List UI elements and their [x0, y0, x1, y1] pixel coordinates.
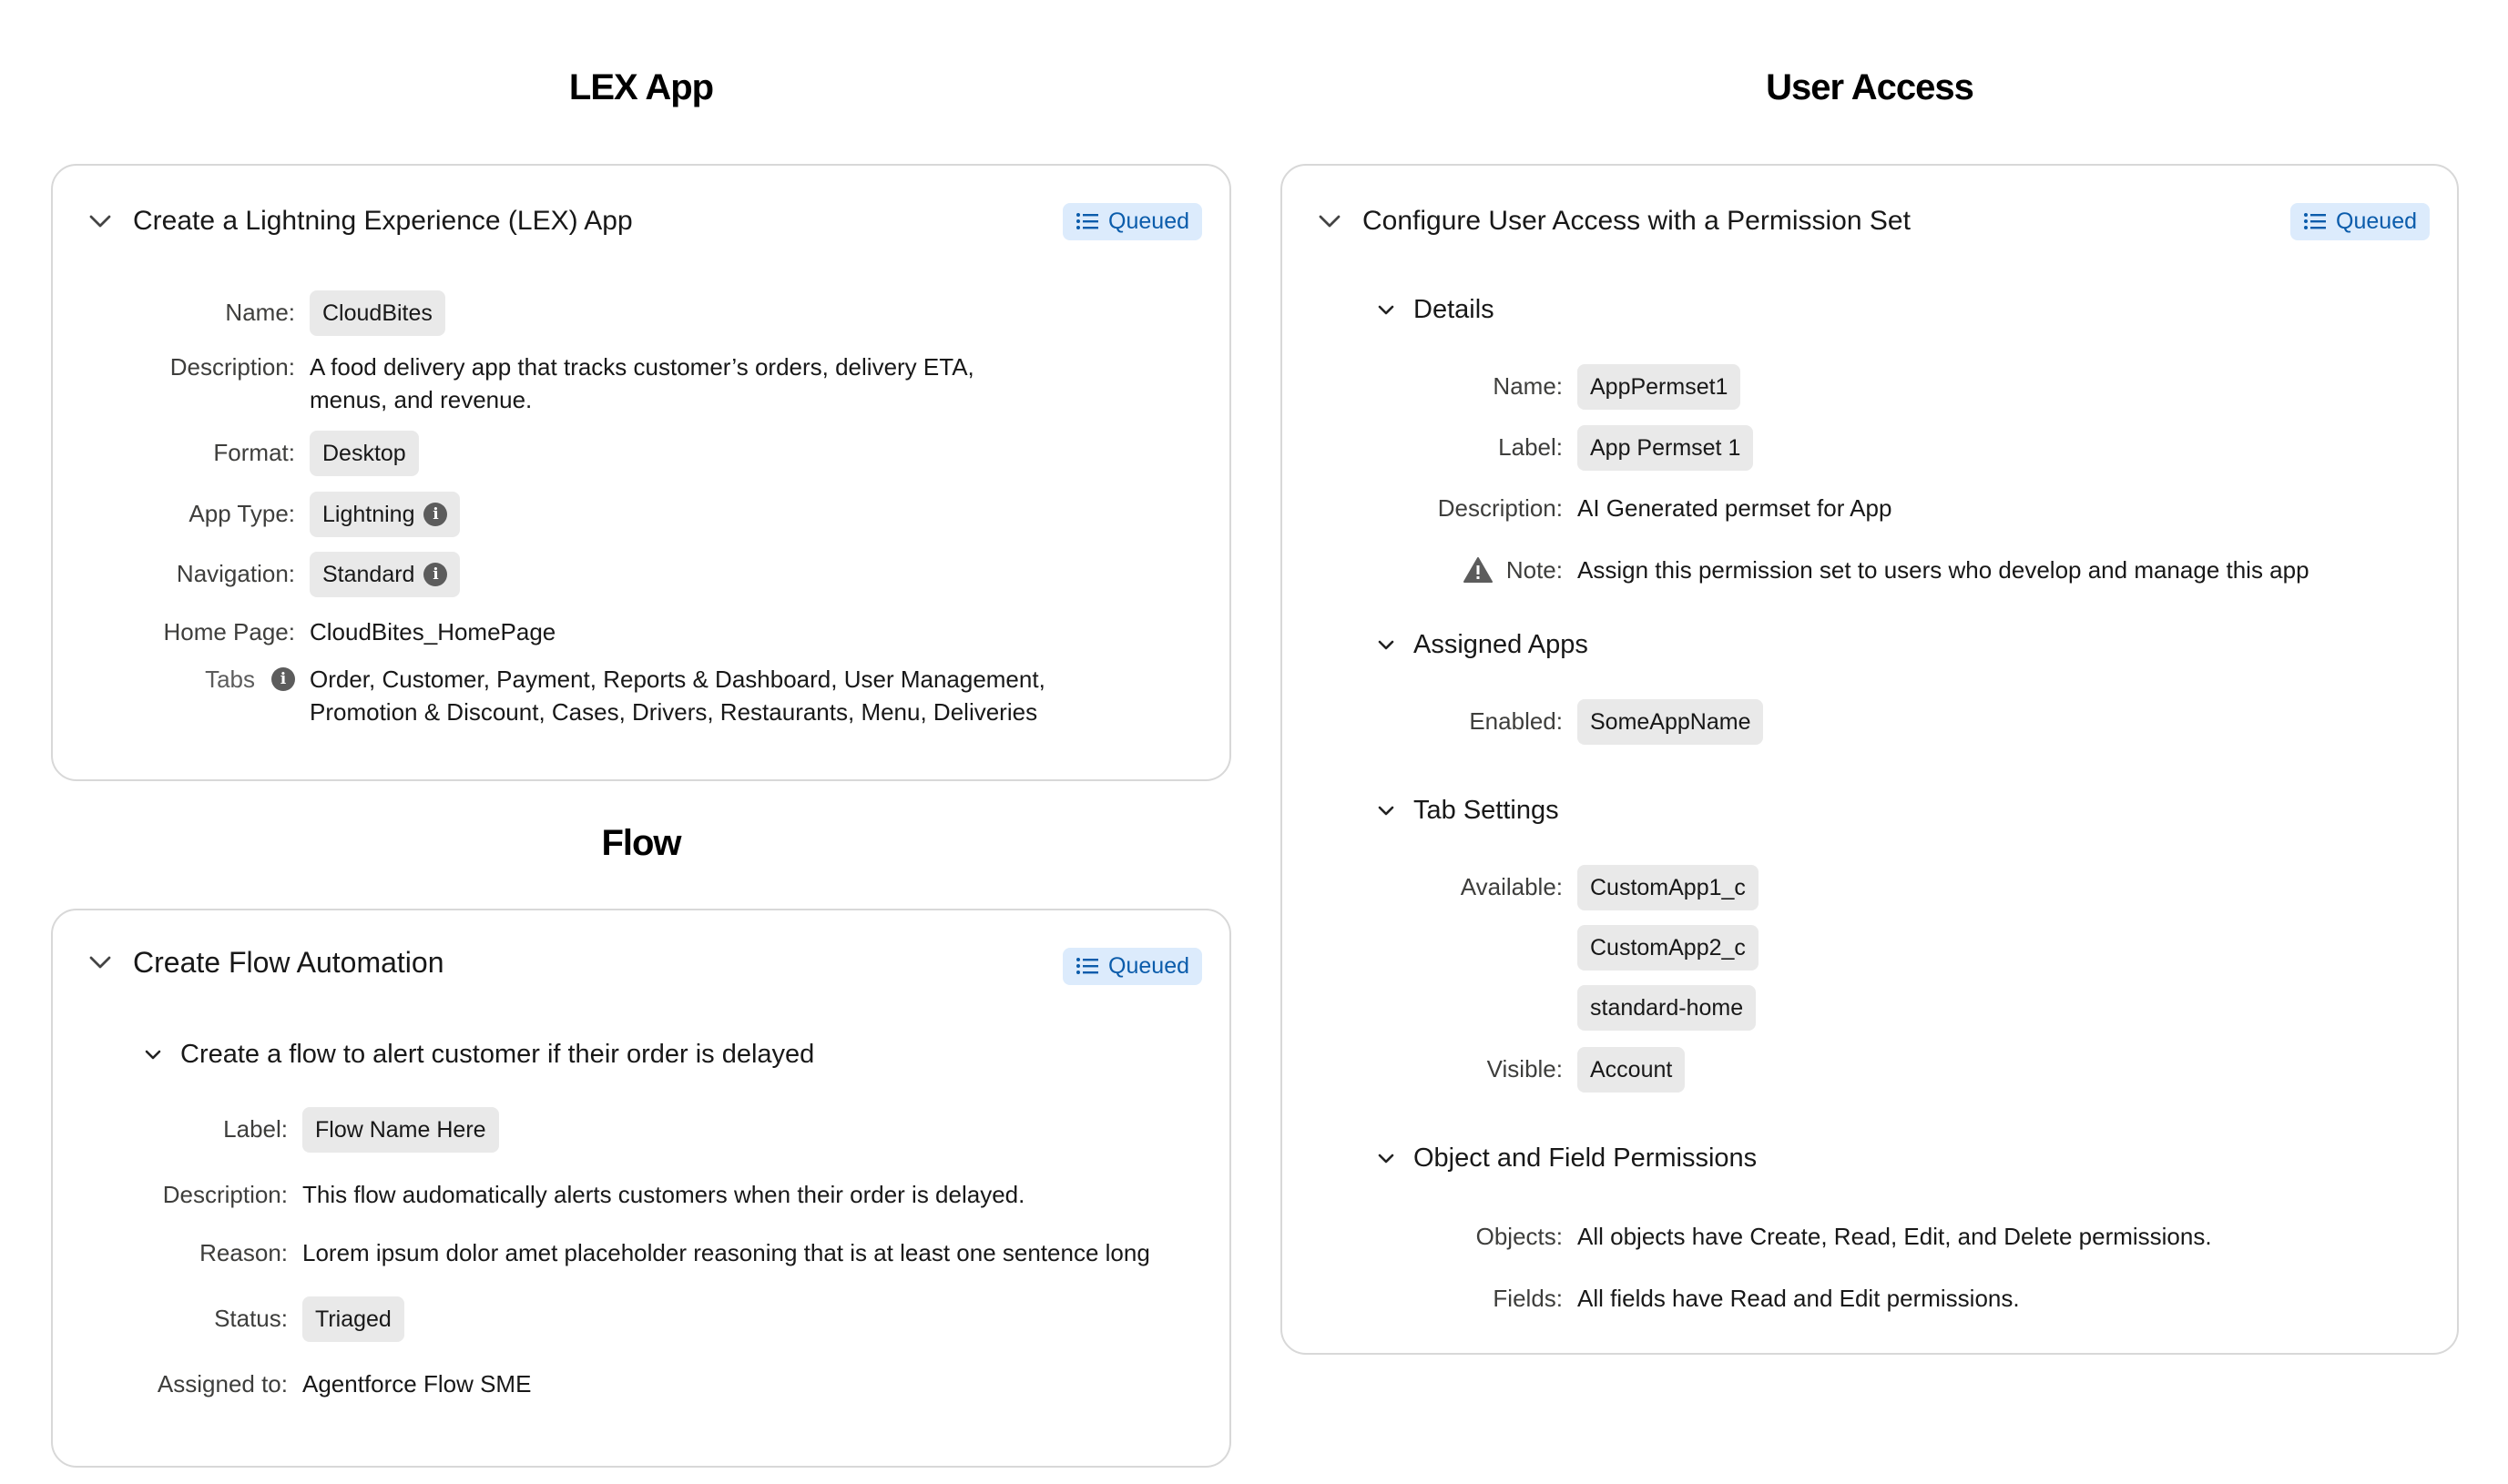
field-label: Label: [1498, 433, 1563, 461]
permset-name-row [1282, 364, 1740, 410]
lex-format-row [53, 431, 419, 476]
flow-status-row [53, 1296, 404, 1342]
field-label: Navigation: [176, 560, 295, 587]
flow-description-value: This flow audomatically alerts customers when their order is delayed. [302, 1181, 1025, 1208]
field-label: Tabs i [53, 663, 310, 696]
assigned-apps-subsection-header [1366, 625, 1588, 665]
list-icon [1076, 956, 1099, 976]
flow-status-value: Triaged [302, 1296, 404, 1342]
flow-reason-value: Lorem ipsum dolor amet placeholder reasoning that is at least one sentence long [302, 1239, 1150, 1266]
access-section-title: User Access [1766, 67, 1973, 107]
flow-subsection-title: Create a flow to alert customer if their order is delayed [180, 1039, 815, 1069]
lex-description-value: A food delivery app that tracks customer’s orders, delivery ETA, menus, and revenue. [310, 353, 974, 413]
flow-subsection-header [133, 1034, 814, 1074]
field-label: Enabled: [1469, 707, 1563, 735]
tab-settings-subsection-header [1366, 790, 1559, 830]
field-label: Visible: [1486, 1055, 1563, 1083]
details-subsection-header [1366, 290, 1494, 330]
field-label: Assigned to: [157, 1370, 288, 1398]
permset-label-row [1282, 425, 1753, 471]
chevron-down-icon[interactable] [1366, 1138, 1406, 1178]
status-badge[interactable] [1063, 948, 1202, 985]
field-label: Format: [213, 439, 295, 466]
permset-note-value: Assign this permission set to users who develop and manage this app [1577, 556, 2309, 584]
status-badge-label: Queued [1108, 952, 1189, 979]
field-label: Reason: [199, 1239, 288, 1266]
field-label: Home Page: [163, 618, 295, 645]
enabled-app-value: SomeAppName [1577, 699, 1763, 745]
objects-row [1282, 1220, 2212, 1253]
flow-description-row [53, 1178, 1025, 1211]
access-card-title: Configure User Access with a Permission Set [1362, 206, 1911, 236]
access-card-header [1310, 198, 2430, 244]
warning-icon [1463, 556, 1494, 584]
lex-home-page-row [53, 615, 556, 648]
field-label: Name: [1493, 372, 1563, 400]
field-label: Description: [1437, 494, 1563, 522]
status-badge[interactable] [1063, 203, 1202, 240]
details-title: Details [1413, 294, 1494, 324]
flow-label-row [53, 1107, 499, 1153]
visible-tab-value: Account [1577, 1047, 1685, 1093]
lex-home-page-value: CloudBites_HomePage [310, 618, 556, 645]
info-icon[interactable]: i [423, 503, 447, 526]
info-icon[interactable]: i [271, 667, 295, 691]
chevron-down-icon[interactable] [80, 201, 120, 241]
permset-name-value: AppPermset1 [1577, 364, 1740, 410]
flow-assigned-row [53, 1367, 531, 1400]
flow-section-title: Flow [601, 823, 681, 863]
flow-card-header [80, 940, 1202, 985]
user-access-card [1280, 164, 2459, 1355]
field-label: Description: [169, 353, 295, 381]
lex-tabs-row [53, 663, 1045, 728]
permset-description-value: AI Generated permset for App [1577, 494, 1892, 522]
permset-note-row [1282, 554, 2309, 586]
field-label: Note: [1282, 554, 1577, 586]
available-tab-item: CustomApp2_c [1577, 925, 1759, 971]
flow-card-title: Create Flow Automation [133, 945, 444, 979]
available-tab-item: standard-home [1577, 985, 1756, 1031]
flow-card [51, 909, 1231, 1468]
lex-navigation-value: Standard i [310, 552, 460, 597]
field-label: Label: [223, 1115, 288, 1143]
assigned-apps-title: Assigned Apps [1413, 629, 1588, 659]
chevron-down-icon[interactable] [80, 942, 120, 982]
fields-row [1282, 1282, 2020, 1315]
available-tabs-list [1577, 865, 1759, 1031]
chevron-down-icon[interactable] [1310, 201, 1350, 241]
status-badge-label: Queued [2336, 208, 2417, 234]
field-label: Available: [1460, 873, 1563, 900]
lex-app-type-value: Lightning i [310, 492, 460, 537]
fields-permissions-value: All fields have Read and Edit permissions. [1577, 1285, 2020, 1312]
chevron-down-icon[interactable] [1366, 790, 1406, 830]
lex-tabs-value: Order, Customer, Payment, Reports & Dashboard, User Management, Promotion & Discount, Cases, Drivers, Restaurants, Menu, Deliveries [310, 666, 1045, 726]
field-label: Name: [225, 299, 295, 326]
lex-card-title: Create a Lightning Experience (LEX) App [133, 206, 633, 236]
permset-description-row [1282, 492, 1891, 524]
field-label: Fields: [1493, 1285, 1563, 1312]
tab-settings-title: Tab Settings [1413, 795, 1559, 825]
lex-section-title: LEX App [568, 67, 714, 107]
object-field-permissions-title: Object and Field Permissions [1413, 1143, 1758, 1173]
list-icon [2303, 211, 2327, 231]
enabled-row [1282, 699, 1763, 745]
object-field-permissions-subsection-header [1366, 1138, 1757, 1178]
flow-reason-row [53, 1236, 1204, 1269]
lex-app-type-row [53, 492, 460, 537]
available-tab-item: CustomApp1_c [1577, 865, 1759, 910]
lex-app-card [51, 164, 1231, 781]
available-row [1282, 865, 1759, 1031]
field-label: Objects: [1475, 1223, 1563, 1250]
chevron-down-icon[interactable] [133, 1034, 173, 1074]
flow-assigned-value: Agentforce Flow SME [302, 1370, 532, 1398]
chevron-down-icon[interactable] [1366, 290, 1406, 330]
lex-description-row [53, 351, 974, 416]
status-badge[interactable] [2290, 203, 2430, 240]
lex-navigation-row [53, 552, 460, 597]
list-icon [1076, 211, 1099, 231]
field-label: App Type: [189, 500, 295, 527]
flow-label-value: Flow Name Here [302, 1107, 499, 1153]
status-badge-label: Queued [1108, 208, 1189, 234]
field-label: Description: [162, 1181, 288, 1208]
lex-name-value: CloudBites [310, 290, 445, 336]
chevron-down-icon[interactable] [1366, 625, 1406, 665]
lex-card-header [80, 198, 1202, 244]
permset-label-value: App Permset 1 [1577, 425, 1753, 471]
field-label: Status: [214, 1305, 288, 1332]
visible-row [1282, 1047, 1685, 1093]
info-icon[interactable]: i [423, 563, 447, 586]
objects-permissions-value: All objects have Create, Read, Edit, and Delete permissions. [1577, 1223, 2212, 1250]
lex-format-value: Desktop [310, 431, 419, 476]
lex-name-row [53, 290, 445, 336]
